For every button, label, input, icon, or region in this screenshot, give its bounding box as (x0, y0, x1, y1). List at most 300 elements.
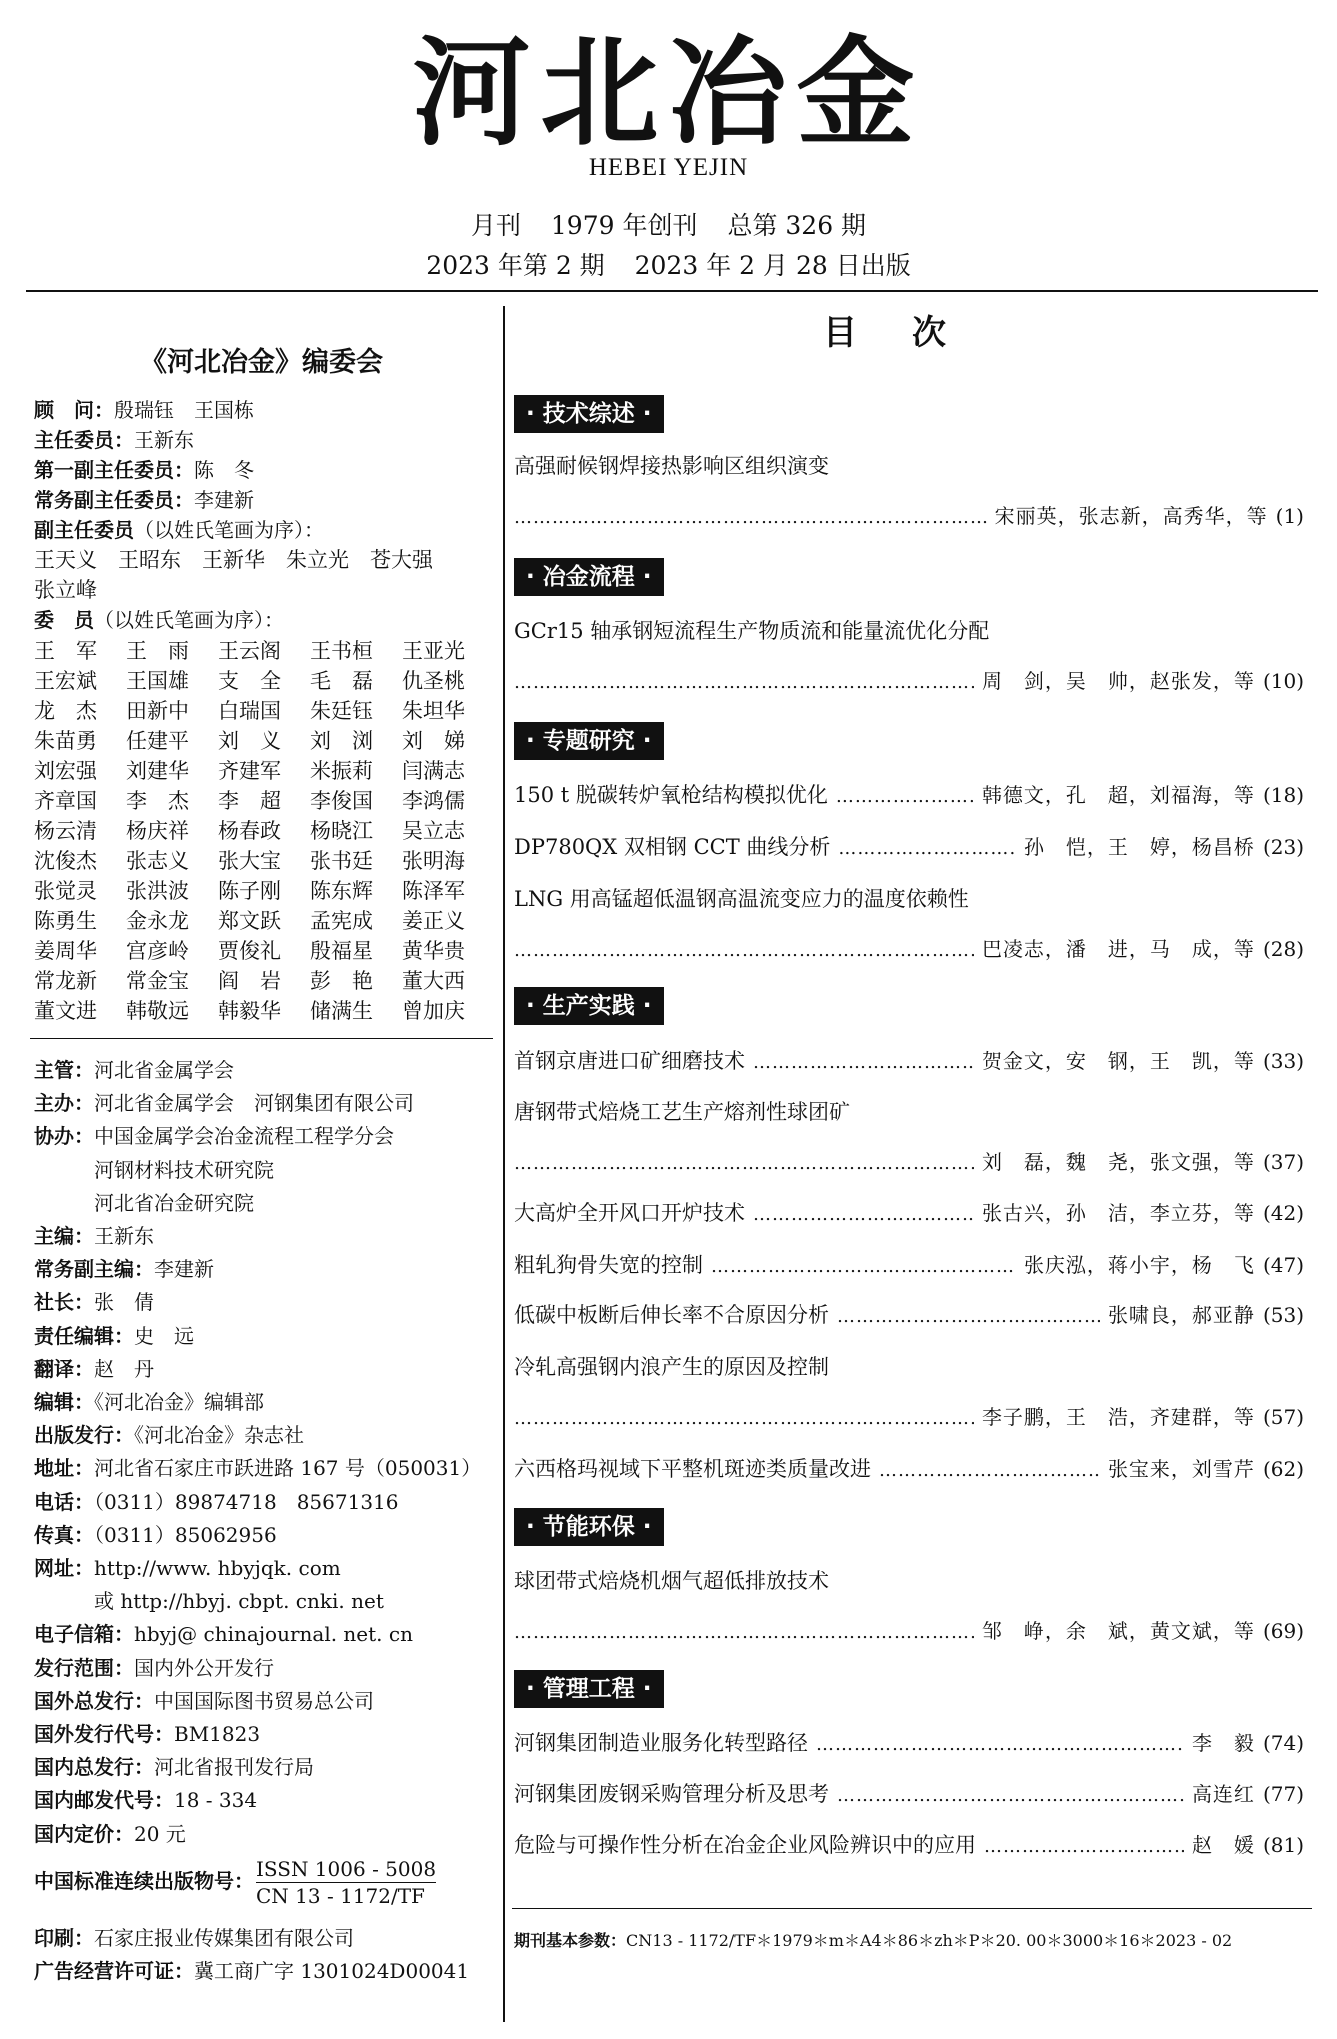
toc-entry[interactable] (514, 616, 1304, 698)
members-row (34, 876, 494, 906)
toc-entry-title: 六西格玛视域下平整机斑迹类质量改进 (514, 1457, 871, 1481)
deputies-label: 副主任委员 (34, 518, 134, 542)
publication-info-line (34, 1322, 194, 1350)
member-name: 金永龙 (126, 909, 189, 933)
publication-info-value: 中国国际图书贸易总公司 (154, 1688, 374, 1713)
toc-entry-authors: 刘 磊，魏 尧，张文强，等 (981, 1150, 1255, 1174)
toc-entry-line (514, 1830, 1304, 1862)
toc-entry[interactable] (514, 1779, 1304, 1811)
publication-info-value: 《河北冶金》杂志社 (134, 1423, 304, 1448)
publication-info-line (34, 1620, 413, 1648)
toc-entry-title: 粗轧狗骨失宽的控制 (514, 1253, 703, 1277)
publication-info-line (34, 1753, 314, 1781)
publication-info-value: 18 - 334 (174, 1788, 258, 1813)
toc-entry-page: (18) (1262, 783, 1304, 807)
publication-info-value: 张 倩 (94, 1290, 154, 1315)
publication-info-value: hbyj@ chinajournal. net. cn (134, 1622, 413, 1647)
member-name: 朱廷钰 (310, 699, 373, 723)
member-name: 任建平 (126, 729, 189, 753)
leader-dots (753, 1048, 974, 1078)
issue-number: 2023 年第 2 期 (426, 251, 605, 280)
member-name: 王 雨 (126, 639, 189, 663)
member-name: 杨庆祥 (126, 819, 189, 843)
advisers-label: 顾 问： (34, 398, 114, 422)
publication-info-line (34, 1820, 186, 1848)
toc-entry-title-line (514, 1097, 1304, 1127)
leader-dots (514, 936, 974, 966)
member-name: 黄华贵 (402, 939, 465, 963)
toc-entry-page: (47) (1262, 1253, 1304, 1277)
member-name: 张明海 (402, 849, 465, 873)
members-row (34, 726, 494, 756)
toc-entry-page: (69) (1262, 1619, 1304, 1643)
publication-info-label: 翻译： (34, 1356, 94, 1381)
toc-entry-title: 危险与可操作性分析在冶金企业风险辨识中的应用 (514, 1833, 976, 1857)
journal-params (514, 1928, 1232, 1951)
publication-info-line (34, 1089, 414, 1117)
deputies-line-2: 张立峰 (34, 578, 97, 602)
printer-value: 石家庄报业传媒集团有限公司 (94, 1926, 354, 1950)
publication-info-line (34, 1720, 260, 1748)
member-name: 阎 岩 (218, 969, 281, 993)
toc-section-header: · 专题研究 · (514, 722, 664, 760)
publication-info-value: 王新东 (94, 1224, 154, 1248)
toc-entry-line (514, 1046, 1304, 1078)
leader-dots (514, 503, 987, 533)
toc-entry-author-line (514, 501, 1304, 533)
publication-info-value: 河北省石家庄市跃进路 167 号（050031） (94, 1456, 482, 1481)
toc-entry-title-line (514, 451, 1304, 481)
members-row (34, 816, 494, 846)
member-name: 常金宝 (126, 969, 189, 993)
publication-info-value: 《河北冶金》编辑部 (94, 1390, 264, 1414)
toc-entry-title: 河钢集团制造业服务化转型路径 (514, 1731, 808, 1755)
ad-license-value: 冀工商广字 1301024D00041 (194, 1959, 470, 1983)
publication-info-value: （0311）85062956 (94, 1522, 277, 1547)
toc-entry[interactable] (514, 1250, 1304, 1282)
publication-info-label: 国内总发行： (34, 1755, 154, 1780)
toc-entry-page: (23) (1262, 835, 1304, 859)
publication-info-label: 协办： (34, 1124, 94, 1149)
left-divider (30, 1038, 493, 1039)
publication-info-line (34, 1288, 154, 1316)
member-name: 毛 磊 (310, 669, 373, 693)
toc-entry-title: 河钢集团废钢采购管理分析及思考 (514, 1782, 829, 1806)
members-heading (34, 606, 284, 634)
toc-entry[interactable] (514, 1566, 1304, 1648)
publication-info-value: （0311）89874718 85671316 (94, 1489, 399, 1514)
toc-entry[interactable] (514, 1198, 1304, 1230)
toc-entry-title: 大高炉全开风口开炉技术 (514, 1201, 745, 1225)
publication-info-label: 主办： (34, 1091, 94, 1116)
publication-info-line (34, 1587, 384, 1615)
right-divider (512, 1908, 1312, 1909)
toc-section-header: · 技术综述 · (514, 395, 664, 433)
toc-entry-author-line (514, 1147, 1304, 1179)
member-name: 王国雄 (126, 669, 189, 693)
member-name: 刘宏强 (34, 759, 97, 783)
toc-section-header: · 生产实践 · (514, 987, 664, 1025)
toc-section-header: · 管理工程 · (514, 1670, 664, 1708)
toc-entry-authors: 宋丽英，张志新，高秀华，等 (994, 504, 1268, 528)
publication-info-label: 电子信箱： (34, 1622, 134, 1647)
deputies-heading (34, 516, 324, 544)
toc-entry-authors: 张古兴，孙 洁，李立芬，等 (981, 1201, 1255, 1225)
member-name: 陈东辉 (310, 879, 373, 903)
toc-entry[interactable] (514, 451, 1304, 533)
member-name: 杨春政 (218, 819, 281, 843)
leader-dots (514, 1618, 974, 1648)
toc-entry-authors: 周 剑，吴 帅，赵张发，等 (981, 669, 1255, 693)
standard-number (34, 1856, 436, 1909)
toc-entry-title: 冷轧高强钢内浪产生的原因及控制 (514, 1355, 829, 1379)
members-row (34, 786, 494, 816)
toc-entry[interactable] (514, 1830, 1304, 1862)
publication-info-value: 李建新 (154, 1257, 214, 1282)
member-name: 王书桓 (310, 639, 373, 663)
members-row (34, 906, 494, 936)
member-name: 董大西 (402, 969, 465, 993)
publication-info-line (34, 1521, 277, 1549)
publication-info-line (34, 1786, 257, 1814)
first-deputy-label: 第一副主任委员： (34, 458, 194, 482)
toc-entry-title-line (514, 1352, 1304, 1382)
publication-info-value: 河北省金属学会 河钢集团有限公司 (94, 1091, 414, 1116)
member-name: 刘 浏 (310, 729, 373, 753)
publication-info-line (34, 1355, 154, 1383)
advisers-names: 殷瑞钰 王国栋 (114, 398, 254, 422)
toc-entry[interactable] (514, 1097, 1304, 1179)
publication-info-value: 河北省报刊发行局 (154, 1755, 314, 1780)
member-name: 张洪波 (126, 879, 189, 903)
toc-entry-title-line (514, 1566, 1304, 1596)
toc-entry[interactable] (514, 884, 1304, 966)
toc-entry-line (514, 1300, 1304, 1332)
toc-entry-title: GCr15 轴承钢短流程生产物质流和能量流优化分配 (514, 619, 990, 643)
first-deputy (34, 456, 254, 484)
toc-entry-authors: 巴凌志，潘 进，马 成，等 (981, 937, 1255, 961)
toc-entry[interactable] (514, 1300, 1304, 1332)
toc-section-header: · 冶金流程 · (514, 558, 664, 596)
toc-entry-authors: 李子鹏，王 浩，齐建群，等 (981, 1405, 1255, 1429)
leader-dots (753, 1200, 974, 1230)
member-name: 董文进 (34, 999, 97, 1023)
member-name: 刘 义 (218, 729, 281, 753)
member-name: 陈泽军 (402, 879, 465, 903)
leader-dots (836, 782, 974, 812)
publication-info-line (34, 1122, 394, 1150)
publication-info-label: 社长： (34, 1290, 94, 1315)
leader-dots (984, 1832, 1184, 1862)
members-grid (34, 636, 494, 1026)
committee-title: 《河北冶金》编委会 (140, 347, 383, 378)
toc-section-header: · 节能环保 · (514, 1508, 664, 1546)
toc-entry-page: (77) (1262, 1782, 1304, 1806)
leader-dots (879, 1456, 1100, 1486)
member-name: 姜周华 (34, 939, 97, 963)
member-name: 仇圣桃 (402, 669, 465, 693)
toc-entry-title: 高强耐候钢焊接热影响区组织演变 (514, 454, 829, 478)
toc-entry-authors: 高连红 (1191, 1782, 1255, 1806)
toc-entry-page: (62) (1262, 1457, 1304, 1481)
first-deputy-name: 陈 冬 (194, 458, 254, 482)
params-label: 期刊基本参数： (514, 1931, 627, 1950)
publication-info-label: 常务副主编： (34, 1257, 154, 1282)
publication-info-value: http://www. hbyjqk. com (94, 1556, 341, 1580)
toc-entry-title-line (514, 616, 1304, 646)
toc-entry-author-line (514, 666, 1304, 698)
toc-entry[interactable] (514, 1454, 1304, 1486)
member-name: 贾俊礼 (218, 939, 281, 963)
member-name: 朱苗勇 (34, 729, 97, 753)
toc-entry-page: (10) (1262, 669, 1304, 693)
member-name: 闫满志 (402, 759, 465, 783)
toc-entry-authors: 张庆泓，蒋小宇，杨 飞 (1023, 1253, 1255, 1277)
column-divider (503, 306, 505, 2022)
member-name: 姜正义 (402, 909, 465, 933)
toc-entry-authors: 张宝来，刘雪芹 (1107, 1457, 1255, 1481)
publication-info-label: 国外总发行： (34, 1688, 154, 1713)
member-name: 李 超 (218, 789, 281, 813)
leader-dots (514, 1149, 974, 1179)
publication-info-label: 国内邮发代号： (34, 1788, 174, 1813)
members-row (34, 936, 494, 966)
toc-entry-authors: 邹 峥，余 斌，黄文斌，等 (981, 1619, 1255, 1643)
exec-deputy (34, 486, 254, 514)
leader-dots (514, 1404, 974, 1434)
member-name: 田新中 (126, 699, 189, 723)
member-name: 常龙新 (34, 969, 97, 993)
toc-entry-author-line (514, 934, 1304, 966)
toc-entry-title: 首钢京唐进口矿细磨技术 (514, 1049, 745, 1073)
toc-entry-line (514, 832, 1304, 864)
member-name: 孟宪成 (310, 909, 373, 933)
deputies-note: （以姓氏笔画为序）： (134, 518, 324, 542)
toc-entry-line (514, 1728, 1304, 1760)
publication-info-value: 河钢材料技术研究院 (34, 1157, 274, 1182)
exec-deputy-label: 常务副主任委员： (34, 488, 194, 512)
toc-entry-line (514, 780, 1304, 812)
member-name: 王云阁 (218, 639, 281, 663)
toc-entry[interactable] (514, 1352, 1304, 1434)
member-name: 韩毅华 (218, 999, 281, 1023)
members-row (34, 696, 494, 726)
toc-entry-author-line (514, 1402, 1304, 1434)
director (34, 426, 194, 454)
toc-entry-page: (57) (1262, 1405, 1304, 1429)
members-row (34, 636, 494, 666)
member-name: 宫彦岭 (126, 939, 189, 963)
member-name: 张书廷 (310, 849, 373, 873)
publication-info-line (34, 1255, 214, 1283)
member-name: 齐建军 (218, 759, 281, 783)
top-divider (26, 290, 1318, 292)
exec-deputy-name: 李建新 (194, 488, 254, 512)
member-name: 王亚光 (402, 639, 465, 663)
publication-info-value: 国内外公开发行 (134, 1655, 274, 1680)
publication-info-label: 责任编辑： (34, 1323, 134, 1348)
publication-info-line (34, 1156, 274, 1184)
publication-info-line (34, 1454, 481, 1482)
members-row (34, 966, 494, 996)
publication-info-line (34, 1421, 304, 1449)
toc-entry-page: (42) (1262, 1201, 1304, 1225)
toc-entry-title-line (514, 884, 1304, 914)
member-name: 吴立志 (402, 819, 465, 843)
member-name: 殷福星 (310, 939, 373, 963)
cn-number: CN 13 - 1172/TF (256, 1884, 425, 1908)
toc-entry-page: (1) (1275, 504, 1304, 528)
advisers (34, 396, 254, 424)
member-name: 陈子刚 (218, 879, 281, 903)
member-name: 韩敬远 (126, 999, 189, 1023)
toc-entry-authors: 贺金文，安 钢，王 凯，等 (981, 1049, 1255, 1073)
publication-info-label: 主管： (34, 1058, 94, 1082)
member-name: 张觉灵 (34, 879, 97, 903)
toc-entry-title: DP780QX 双相钢 CCT 曲线分析 (514, 835, 831, 859)
members-row (34, 666, 494, 696)
leader-dots (837, 1302, 1100, 1332)
publication-info-line (34, 1189, 254, 1217)
member-name: 李鸿儒 (402, 789, 465, 813)
publication-info-label: 编辑： (34, 1390, 94, 1414)
toc-entry-title: 球团带式焙烧机烟气超低排放技术 (514, 1569, 829, 1593)
publication-info-value: 赵 丹 (94, 1356, 154, 1381)
member-name: 杨晓江 (310, 819, 373, 843)
member-name: 曾加庆 (402, 999, 465, 1023)
member-name: 米振莉 (310, 759, 373, 783)
toc-entry[interactable] (514, 1046, 1304, 1078)
journal-info-line (0, 206, 1337, 242)
toc-entry[interactable] (514, 1728, 1304, 1760)
members-row (34, 996, 494, 1026)
publication-info-label: 国内定价： (34, 1821, 134, 1846)
toc-entry[interactable] (514, 832, 1304, 864)
toc-entry-line (514, 1779, 1304, 1811)
toc-entry-line (514, 1454, 1304, 1486)
publication-info-value: 或 http://hbyj. cbpt. cnki. net (34, 1589, 384, 1614)
toc-entry-page: (28) (1262, 937, 1304, 961)
member-name: 彭 艳 (310, 969, 373, 993)
publication-info-value: 中国金属学会冶金流程工程学分会 (94, 1124, 394, 1149)
publication-info-value: 史 远 (134, 1323, 194, 1348)
journal-title-en: HEBEI YEJIN (588, 154, 749, 181)
member-name: 齐章国 (34, 789, 97, 813)
toc-entry-page: (37) (1262, 1150, 1304, 1174)
member-name: 刘建华 (126, 759, 189, 783)
toc-entry[interactable] (514, 780, 1304, 812)
toc-entry-title: 150 t 脱碳转炉氧枪结构模拟优化 (514, 783, 828, 807)
publication-info-label: 电话： (34, 1489, 94, 1514)
member-name: 陈勇生 (34, 909, 97, 933)
publication-info-label: 出版发行： (34, 1423, 134, 1448)
member-name: 朱坦华 (402, 699, 465, 723)
toc-entry-line (514, 1250, 1304, 1282)
member-name: 刘 娣 (402, 729, 465, 753)
toc-entry-authors: 韩德文，孔 超，刘福海，等 (981, 783, 1255, 807)
issue-line (0, 246, 1337, 282)
toc-entry-page: (33) (1262, 1049, 1304, 1073)
publication-info-line (34, 1554, 341, 1582)
members-label: 委 员 (34, 608, 94, 632)
director-name: 王新东 (134, 428, 194, 452)
member-name: 李 杰 (126, 789, 189, 813)
member-name: 杨云清 (34, 819, 97, 843)
publication-info-line (34, 1056, 234, 1084)
journal-title: 河北冶金 (412, 23, 925, 162)
publication-date: 2023 年 2 月 28 日出版 (634, 251, 911, 280)
ad-license-label: 广告经营许可证： (34, 1959, 194, 1983)
toc-entry-author-line (514, 1616, 1304, 1648)
director-label: 主任委员： (34, 428, 134, 452)
publication-info-value: 20 元 (134, 1821, 186, 1846)
toc-entry-page: (53) (1262, 1303, 1304, 1327)
leader-dots (514, 668, 974, 698)
toc-entry-line (514, 1198, 1304, 1230)
total-issue: 总第 326 期 (727, 211, 867, 240)
params-value: CN13 - 1172/TF＊1979＊m＊A4＊86＊zh＊P＊20. 00＊3000＊16＊2023 - 02 (626, 1931, 1233, 1950)
members-row (34, 846, 494, 876)
toc-entry-title: 唐钢带式焙烧工艺生产熔剂性球团矿 (514, 1100, 850, 1124)
toc-entry-authors: 张啸良，郝亚静 (1107, 1303, 1255, 1327)
frequency: 月刊 (470, 211, 521, 240)
member-name: 支 全 (218, 669, 281, 693)
publication-info-label: 国外发行代号： (34, 1722, 174, 1746)
publication-info-label: 传真： (34, 1522, 94, 1547)
ad-license (34, 1957, 469, 1985)
toc-entry-page: (81) (1262, 1833, 1304, 1857)
publication-info-label: 地址： (34, 1456, 94, 1481)
publication-info-line (34, 1488, 399, 1516)
member-name: 王宏斌 (34, 669, 97, 693)
members-note: （以姓氏笔画为序）： (94, 608, 284, 632)
toc-entry-title: 低碳中板断后伸长率不合原因分析 (514, 1303, 829, 1327)
publication-info-value: BM1823 (174, 1722, 261, 1746)
member-name: 张志义 (126, 849, 189, 873)
publication-info-value: 河北省金属学会 (94, 1058, 234, 1082)
toc-entry-authors: 李 毅 (1191, 1731, 1255, 1755)
publication-info-line (34, 1222, 154, 1250)
publication-info-label: 网址： (34, 1556, 94, 1580)
standard-number-fraction (256, 1856, 436, 1909)
deputies-line-1: 王天义 王昭东 王新华 朱立光 苍大强 (34, 548, 433, 572)
member-name: 储满生 (310, 999, 373, 1023)
member-name: 郑文跃 (218, 909, 281, 933)
toc-entry-authors: 孙 恺，王 婷，杨昌桥 (1023, 835, 1255, 859)
toc-entry-authors: 赵 媛 (1191, 1833, 1255, 1857)
leader-dots (816, 1730, 1184, 1760)
publication-info-line (34, 1388, 264, 1416)
member-name: 王 军 (34, 639, 97, 663)
standard-number-label: 中国标准连续出版物号： (34, 1869, 254, 1893)
publication-info-line (34, 1654, 274, 1682)
members-row (34, 756, 494, 786)
printer-label: 印刷： (34, 1926, 94, 1950)
leader-dots (837, 1781, 1184, 1811)
member-name: 张大宝 (218, 849, 281, 873)
leader-dots (711, 1252, 1016, 1282)
issn: ISSN 1006 - 5008 (256, 1857, 437, 1881)
founded: 1979 年创刊 (550, 211, 698, 240)
publication-info-label: 发行范围： (34, 1655, 134, 1680)
publication-info-value: 河北省冶金研究院 (34, 1190, 254, 1215)
member-name: 沈俊杰 (34, 849, 97, 873)
member-name: 龙 杰 (34, 699, 97, 723)
member-name: 白瑞国 (218, 699, 281, 723)
publication-info-line (34, 1687, 374, 1715)
publication-info-label: 主编： (34, 1224, 94, 1248)
toc-entry-title: LNG 用高锰超低温钢高温流变应力的温度依赖性 (514, 887, 969, 911)
